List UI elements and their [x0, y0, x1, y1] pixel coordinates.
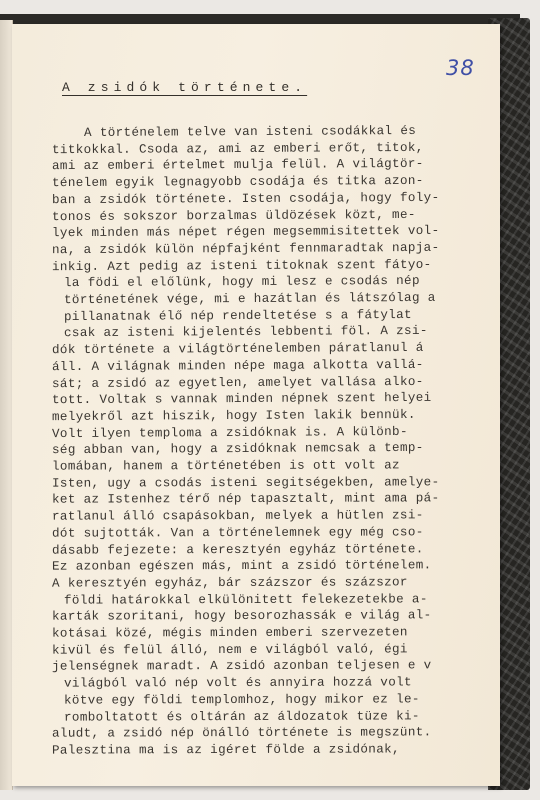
text-line: tott. Voltak s vannak minden népnek szent helyei [51, 391, 432, 408]
text-line: ténelem egyik legnagyobb csodája és titka azon- [51, 173, 424, 191]
text-line: kotásai közé, mégis minden emberi szervezeten [51, 625, 408, 641]
text-line: Ez azonban egészen más, mint a zsidó történelem. [51, 558, 432, 574]
text-line: dót sujtották. Van a történelemnek egy még cso- [51, 525, 424, 541]
text-line: ség abban van, hogy a zsidóknak nemcsak a temp- [51, 441, 424, 458]
text-line: Volt ilyen temploma a zsidóknak is. A különb- [51, 424, 408, 441]
handwritten-page-number: 38 [446, 56, 475, 80]
text-line: jelenségnek maradt. A zsidó azonban teljesen e v [51, 658, 432, 675]
text-line: inkig. Azt pedig az isteni titoknak szent fátyo- [51, 257, 432, 274]
text-line: világból való nép volt és annyira hozzá volt [63, 675, 412, 691]
text-line: lomában, hanem a történetében is ott volt az [51, 458, 400, 474]
text-line: földi határokkal elkülönitett felekezetekbe a- [63, 591, 428, 608]
text-line: A történelem telve van isteni csodákkal és [83, 123, 417, 141]
binder-cover-edge [0, 14, 520, 24]
text-line: A keresztyén egyház, bár százszor és százszor [51, 575, 408, 591]
text-line: kötve egy földi templomhoz, hogy mikor ez le- [63, 692, 420, 708]
text-line: Isten, ugy a csodás isteni segitségekben, amelye- [51, 475, 440, 491]
text-line: Palesztina ma is az igéret földe a zsidónak, [51, 742, 400, 758]
text-line: na, a zsidók külön népfajként fennmaradtak napja- [51, 240, 440, 258]
text-line: csak az isteni kijelentés lebbenti föl. A zsi- [63, 324, 428, 341]
text-line: ban a zsidók története. Isten csodája, hogy foly- [51, 190, 440, 207]
text-line: tonos és sokszor borzalmas üldözések közt, me- [51, 207, 416, 224]
text-line: ami az emberi értelmet mulja felül. A világtör- [51, 157, 424, 174]
text-line: melyekről azt hiszik, hogy Isten lakik bennük. [51, 407, 416, 425]
text-line: ket az Istenhez térő nép tapasztalt, mint ama pá- [51, 491, 440, 508]
text-line: sát; a zsidó az egyetlen, amelyet vallása alko- [51, 374, 424, 391]
text-line: karták szoritani, hogy besorozhassák e világ al- [51, 608, 432, 624]
text-line: dók története a világtörténelemben páratlanul á [51, 340, 424, 358]
page-title: A zsidók története. [62, 80, 308, 95]
text-line: kivül és felül álló, nem e világból való, égi [51, 642, 408, 658]
text-line: romboltatott és oltárán az áldozatok tüze ki- [63, 708, 420, 725]
text-line: titkokkal. Csoda az, ami az emberi erőt, titok, [51, 140, 424, 157]
text-line: lyek minden más népet régen megsemmisitettek vol- [51, 224, 440, 241]
text-line: dásabb fejezete: a keresztyén egyház története. [51, 541, 424, 558]
text-line: aludt, a zsidó nép önálló története is megszünt. [51, 725, 432, 741]
text-line: la födi el előlünk, hogy mi lesz e csodás nép [63, 274, 420, 291]
text-line: pillanatnak élő nép rendeltetése s a fátylat [63, 307, 412, 324]
text-line: áll. A világnak minden népe maga alkotta vallá- [51, 357, 424, 374]
text-line: ratlanul álló csapásokban, melyek a hütlen zsi- [51, 508, 424, 524]
text-line: történetének vége, mi e hazátlan és látszólag a [63, 290, 436, 308]
